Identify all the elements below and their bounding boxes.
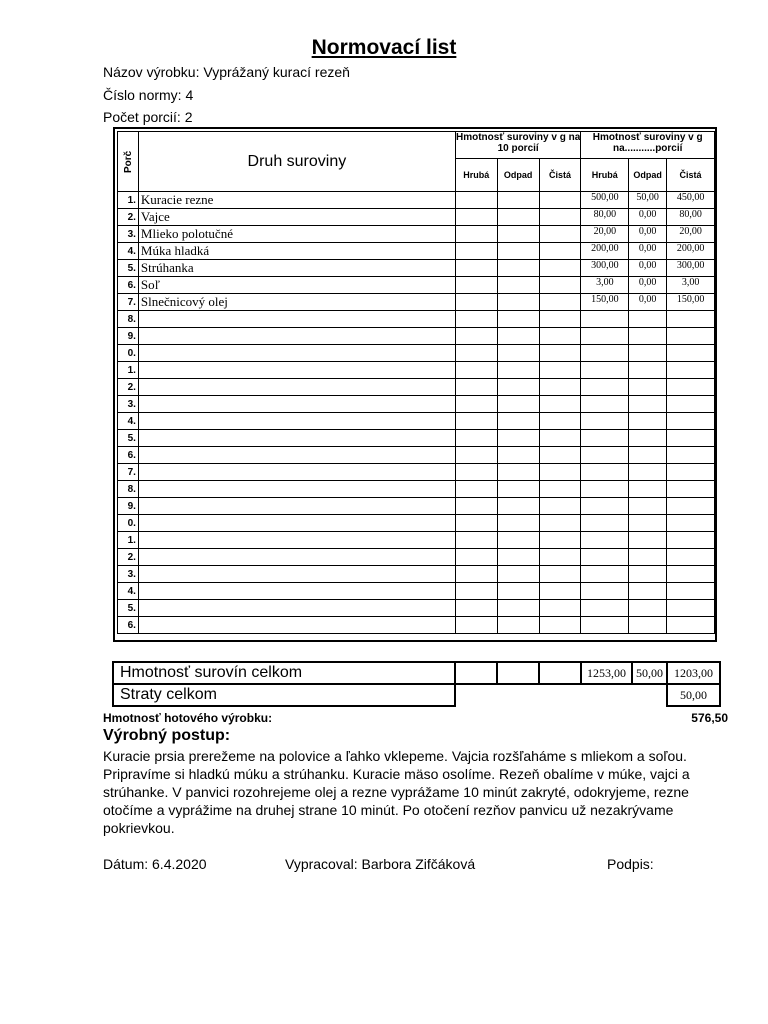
weight-n-portions-header: Hmotnosť suroviny v g na...........porcií — [581, 132, 715, 159]
cell-empty — [497, 617, 539, 634]
signature-label: Podpis: — [607, 856, 654, 872]
cell-empty — [455, 430, 497, 447]
cell-empty — [497, 532, 539, 549]
cell-empty — [455, 294, 497, 311]
cell-odpad — [629, 481, 667, 498]
cell-cista: 450,00 — [667, 192, 715, 209]
row-number: 6. — [118, 277, 139, 294]
cell-cista — [667, 600, 715, 617]
cell-cista — [667, 532, 715, 549]
cell-cista — [667, 549, 715, 566]
ingredient-name — [138, 532, 455, 549]
ingredient-name: Kuracie rezne — [138, 192, 455, 209]
cell-cista: 80,00 — [667, 209, 715, 226]
cell-hruba — [581, 549, 629, 566]
ingredient-name — [138, 447, 455, 464]
row-number: 4. — [118, 413, 139, 430]
cell-cista — [667, 430, 715, 447]
row-number: 0. — [118, 345, 139, 362]
cell-empty — [455, 447, 497, 464]
table-row — [118, 566, 715, 583]
cell-hruba: 200,00 — [581, 243, 629, 260]
table-row — [118, 328, 715, 345]
cell-empty — [497, 226, 539, 243]
process-title: Výrobný postup: — [103, 727, 231, 744]
ingredient-name — [138, 566, 455, 583]
table-row — [118, 345, 715, 362]
weight-10-portions-header: Hmotnosť suroviny v g na 10 porcií — [455, 132, 581, 159]
table-row — [118, 447, 715, 464]
cell-hruba — [581, 328, 629, 345]
ingredient-name — [138, 379, 455, 396]
row-number: 1. — [118, 192, 139, 209]
table-row — [118, 396, 715, 413]
cell-odpad — [629, 362, 667, 379]
cell-empty — [497, 294, 539, 311]
cell-empty — [455, 396, 497, 413]
totals-table — [112, 661, 721, 707]
cell-empty — [455, 566, 497, 583]
cell-empty — [497, 498, 539, 515]
cell-hruba: 150,00 — [581, 294, 629, 311]
cell-hruba: 20,00 — [581, 226, 629, 243]
cell-empty — [497, 464, 539, 481]
cell-empty — [497, 430, 539, 447]
cell-empty — [539, 345, 581, 362]
row-number: 3. — [118, 396, 139, 413]
cell-cista: 20,00 — [667, 226, 715, 243]
cell-cista — [667, 617, 715, 634]
table-row — [118, 192, 715, 209]
sub-header-odpad: Odpad — [497, 159, 539, 192]
cell-empty — [455, 532, 497, 549]
finished-product-label: Hmotnosť hotového výrobku: — [103, 711, 273, 725]
table-row — [118, 243, 715, 260]
cell-cista — [667, 311, 715, 328]
cell-empty — [455, 600, 497, 617]
row-number: 2. — [118, 549, 139, 566]
cell-empty — [497, 328, 539, 345]
cell-empty — [455, 379, 497, 396]
ingredient-name — [138, 430, 455, 447]
cell-hruba — [581, 481, 629, 498]
cell-empty — [455, 617, 497, 634]
cell-empty — [539, 617, 581, 634]
cell-empty — [497, 379, 539, 396]
row-number: 4. — [118, 583, 139, 600]
date: Dátum: 6.4.2020 — [103, 856, 207, 872]
cell-empty — [455, 481, 497, 498]
cell-empty — [539, 311, 581, 328]
cell-empty — [455, 243, 497, 260]
cell-cista: 300,00 — [667, 260, 715, 277]
cell-empty — [497, 260, 539, 277]
table-row — [118, 583, 715, 600]
cell-odpad — [629, 617, 667, 634]
row-number: 9. — [118, 498, 139, 515]
ingredient-name — [138, 617, 455, 634]
cell-hruba — [581, 498, 629, 515]
table-row — [118, 481, 715, 498]
cell-empty — [497, 447, 539, 464]
table-row — [118, 260, 715, 277]
sub-header-cista: Čistá — [667, 159, 715, 192]
row-number: 2. — [118, 209, 139, 226]
page-title: Normovací list — [311, 36, 457, 59]
cell-empty — [539, 260, 581, 277]
table-row — [118, 498, 715, 515]
cell-cista — [667, 481, 715, 498]
total-cell-empty — [497, 662, 539, 684]
finished-product-row — [103, 711, 728, 725]
cell-empty — [497, 566, 539, 583]
sub-header-odpad: Odpad — [629, 159, 667, 192]
cell-odpad — [629, 328, 667, 345]
cell-empty — [455, 498, 497, 515]
cell-cista: 150,00 — [667, 294, 715, 311]
row-number: 5. — [118, 260, 139, 277]
row-number: 7. — [118, 464, 139, 481]
cell-hruba — [581, 379, 629, 396]
cell-hruba — [581, 464, 629, 481]
cell-odpad: 0,00 — [629, 243, 667, 260]
cell-cista: 3,00 — [667, 277, 715, 294]
cell-empty — [539, 515, 581, 532]
ingredient-name — [138, 396, 455, 413]
row-number: 8. — [118, 311, 139, 328]
cell-hruba — [581, 430, 629, 447]
ingredient-name — [138, 362, 455, 379]
cell-empty — [455, 328, 497, 345]
cell-hruba — [581, 396, 629, 413]
cell-empty — [539, 464, 581, 481]
table-row — [118, 430, 715, 447]
cell-hruba: 3,00 — [581, 277, 629, 294]
cell-empty — [539, 362, 581, 379]
ingredient-name: Soľ — [138, 277, 455, 294]
cell-empty — [539, 226, 581, 243]
cell-hruba: 80,00 — [581, 209, 629, 226]
row-number: 1. — [118, 362, 139, 379]
table-row — [118, 515, 715, 532]
row-number: 4. — [118, 243, 139, 260]
process-text: Kuracie prsia prerežeme na polovice a ľahko vklepeme. Vajcia rozšľaháme s mliekom a soľou. Pripravíme si hladkú múku a strúhanku. Kuracie mäso osolíme. Rezeň obalíme v múke, vajci a strúhanke. V panvici rozohrejeme olej a rezne vyprážame 10 minút zakryté, odokryjeme, rezne otočíme a vyprážime na druhej strane 10 minút. Po otočení rezňov panvicu už nezakrývame pokrievkou. — [103, 748, 690, 836]
cell-empty — [497, 396, 539, 413]
cell-odpad — [629, 379, 667, 396]
cell-odpad — [629, 464, 667, 481]
cell-hruba — [581, 345, 629, 362]
cell-hruba — [581, 532, 629, 549]
total-cell-empty — [539, 662, 581, 684]
table-row — [118, 464, 715, 481]
cell-empty — [455, 260, 497, 277]
cell-odpad — [629, 583, 667, 600]
cell-cista — [667, 379, 715, 396]
table-row — [118, 549, 715, 566]
cell-empty — [539, 413, 581, 430]
cell-empty — [539, 430, 581, 447]
cell-empty — [497, 345, 539, 362]
cell-empty — [497, 192, 539, 209]
cell-cista — [667, 396, 715, 413]
cell-cista — [667, 515, 715, 532]
row-number: 3. — [118, 226, 139, 243]
cell-hruba — [581, 566, 629, 583]
cell-empty — [539, 583, 581, 600]
table-row — [118, 311, 715, 328]
cell-hruba — [581, 515, 629, 532]
ingredient-name: Slnečnicový olej — [138, 294, 455, 311]
cell-cista — [667, 447, 715, 464]
cell-empty — [455, 583, 497, 600]
cell-cista — [667, 328, 715, 345]
cell-empty — [455, 192, 497, 209]
cell-cista — [667, 498, 715, 515]
row-number: 3. — [118, 566, 139, 583]
ingredient-name — [138, 328, 455, 345]
losses-spacer — [455, 684, 667, 706]
cell-cista — [667, 413, 715, 430]
cell-empty — [539, 532, 581, 549]
cell-empty — [497, 243, 539, 260]
cell-odpad — [629, 566, 667, 583]
cell-odpad — [629, 396, 667, 413]
table-row — [118, 617, 715, 634]
cell-empty — [497, 277, 539, 294]
cell-empty — [455, 362, 497, 379]
row-number: 5. — [118, 600, 139, 617]
cell-hruba — [581, 362, 629, 379]
cell-hruba — [581, 600, 629, 617]
ingredient-name — [138, 345, 455, 362]
cell-odpad — [629, 413, 667, 430]
ingredient-name: Vajce — [138, 209, 455, 226]
table-row — [118, 379, 715, 396]
cell-odpad: 0,00 — [629, 277, 667, 294]
row-number: 6. — [118, 617, 139, 634]
ingredient-name — [138, 600, 455, 617]
cell-empty — [455, 311, 497, 328]
ingredient-name — [138, 413, 455, 430]
cell-odpad — [629, 430, 667, 447]
cell-empty — [455, 226, 497, 243]
cell-odpad: 0,00 — [629, 226, 667, 243]
total-cell-empty — [455, 662, 497, 684]
cell-odpad — [629, 447, 667, 464]
cell-empty — [539, 209, 581, 226]
table-row — [118, 413, 715, 430]
row-number: 8. — [118, 481, 139, 498]
ingredient-name — [138, 515, 455, 532]
table-row — [118, 600, 715, 617]
cell-cista — [667, 566, 715, 583]
cell-odpad — [629, 498, 667, 515]
total-weight-label: Hmotnosť surovín celkom — [113, 662, 455, 684]
cell-empty — [539, 294, 581, 311]
finished-product-value: 576,50 — [691, 711, 728, 725]
cell-odpad — [629, 311, 667, 328]
ingredient-name — [138, 549, 455, 566]
cell-cista — [667, 464, 715, 481]
portion-count: Počet porcií: 2 — [103, 109, 193, 125]
cell-empty — [455, 209, 497, 226]
losses-label: Straty celkom — [113, 684, 455, 706]
cell-hruba — [581, 413, 629, 430]
ingredient-column-header: Druh suroviny — [138, 132, 455, 192]
cell-empty — [539, 481, 581, 498]
product-name: Názov výrobku: Vyprážaný kurací rezeň — [103, 64, 350, 80]
ingredient-name: Strúhanka — [138, 260, 455, 277]
cell-empty — [497, 515, 539, 532]
cell-hruba: 300,00 — [581, 260, 629, 277]
table-row — [118, 362, 715, 379]
cell-empty — [539, 566, 581, 583]
portion-column-header: Porč — [118, 132, 139, 192]
ingredient-name — [138, 311, 455, 328]
cell-empty — [497, 481, 539, 498]
cell-empty — [455, 464, 497, 481]
cell-odpad — [629, 600, 667, 617]
cell-empty — [539, 277, 581, 294]
table-row — [118, 226, 715, 243]
cell-cista — [667, 345, 715, 362]
cell-odpad — [629, 532, 667, 549]
cell-cista — [667, 583, 715, 600]
cell-empty — [455, 345, 497, 362]
cell-empty — [539, 498, 581, 515]
cell-empty — [455, 549, 497, 566]
ingredient-name: Mlieko polotučné — [138, 226, 455, 243]
row-number: 2. — [118, 379, 139, 396]
cell-cista: 200,00 — [667, 243, 715, 260]
cell-odpad — [629, 345, 667, 362]
cell-empty — [455, 277, 497, 294]
cell-hruba — [581, 617, 629, 634]
cell-hruba — [581, 311, 629, 328]
ingredient-name — [138, 498, 455, 515]
norm-number: Číslo normy: 4 — [103, 87, 194, 103]
row-number: 1. — [118, 532, 139, 549]
cell-empty — [539, 396, 581, 413]
cell-empty — [539, 379, 581, 396]
cell-empty — [497, 413, 539, 430]
losses-value: 50,00 — [667, 684, 720, 706]
cell-empty — [539, 600, 581, 617]
cell-hruba — [581, 583, 629, 600]
cell-empty — [539, 243, 581, 260]
cell-hruba — [581, 447, 629, 464]
cell-empty — [455, 413, 497, 430]
row-number: 7. — [118, 294, 139, 311]
sub-header-cista: Čistá — [539, 159, 581, 192]
ingredient-name — [138, 481, 455, 498]
ingredient-name: Múka hladká — [138, 243, 455, 260]
total-hruba: 1253,00 — [581, 662, 632, 684]
cell-empty — [497, 362, 539, 379]
ingredients-table — [113, 127, 717, 642]
cell-odpad: 0,00 — [629, 294, 667, 311]
cell-odpad: 50,00 — [629, 192, 667, 209]
cell-empty — [539, 192, 581, 209]
row-number: 9. — [118, 328, 139, 345]
table-row — [118, 532, 715, 549]
sub-header-hruba: Hrubá — [581, 159, 629, 192]
cell-hruba: 500,00 — [581, 192, 629, 209]
cell-odpad: 0,00 — [629, 260, 667, 277]
sub-header-hruba: Hrubá — [455, 159, 497, 192]
cell-empty — [497, 311, 539, 328]
cell-odpad — [629, 549, 667, 566]
table-row — [118, 277, 715, 294]
ingredient-name — [138, 464, 455, 481]
cell-empty — [497, 583, 539, 600]
cell-empty — [539, 447, 581, 464]
total-cista: 1203,00 — [667, 662, 720, 684]
table-row — [118, 209, 715, 226]
cell-empty — [497, 209, 539, 226]
cell-empty — [539, 549, 581, 566]
cell-empty — [455, 515, 497, 532]
ingredient-name — [138, 583, 455, 600]
row-number: 5. — [118, 430, 139, 447]
row-number: 6. — [118, 447, 139, 464]
table-row — [118, 294, 715, 311]
row-number: 0. — [118, 515, 139, 532]
cell-empty — [497, 549, 539, 566]
cell-empty — [497, 600, 539, 617]
cell-odpad — [629, 515, 667, 532]
cell-empty — [539, 328, 581, 345]
author: Vypracoval: Barbora Zifčáková — [285, 856, 476, 872]
cell-odpad: 0,00 — [629, 209, 667, 226]
cell-cista — [667, 362, 715, 379]
total-odpad: 50,00 — [632, 662, 667, 684]
